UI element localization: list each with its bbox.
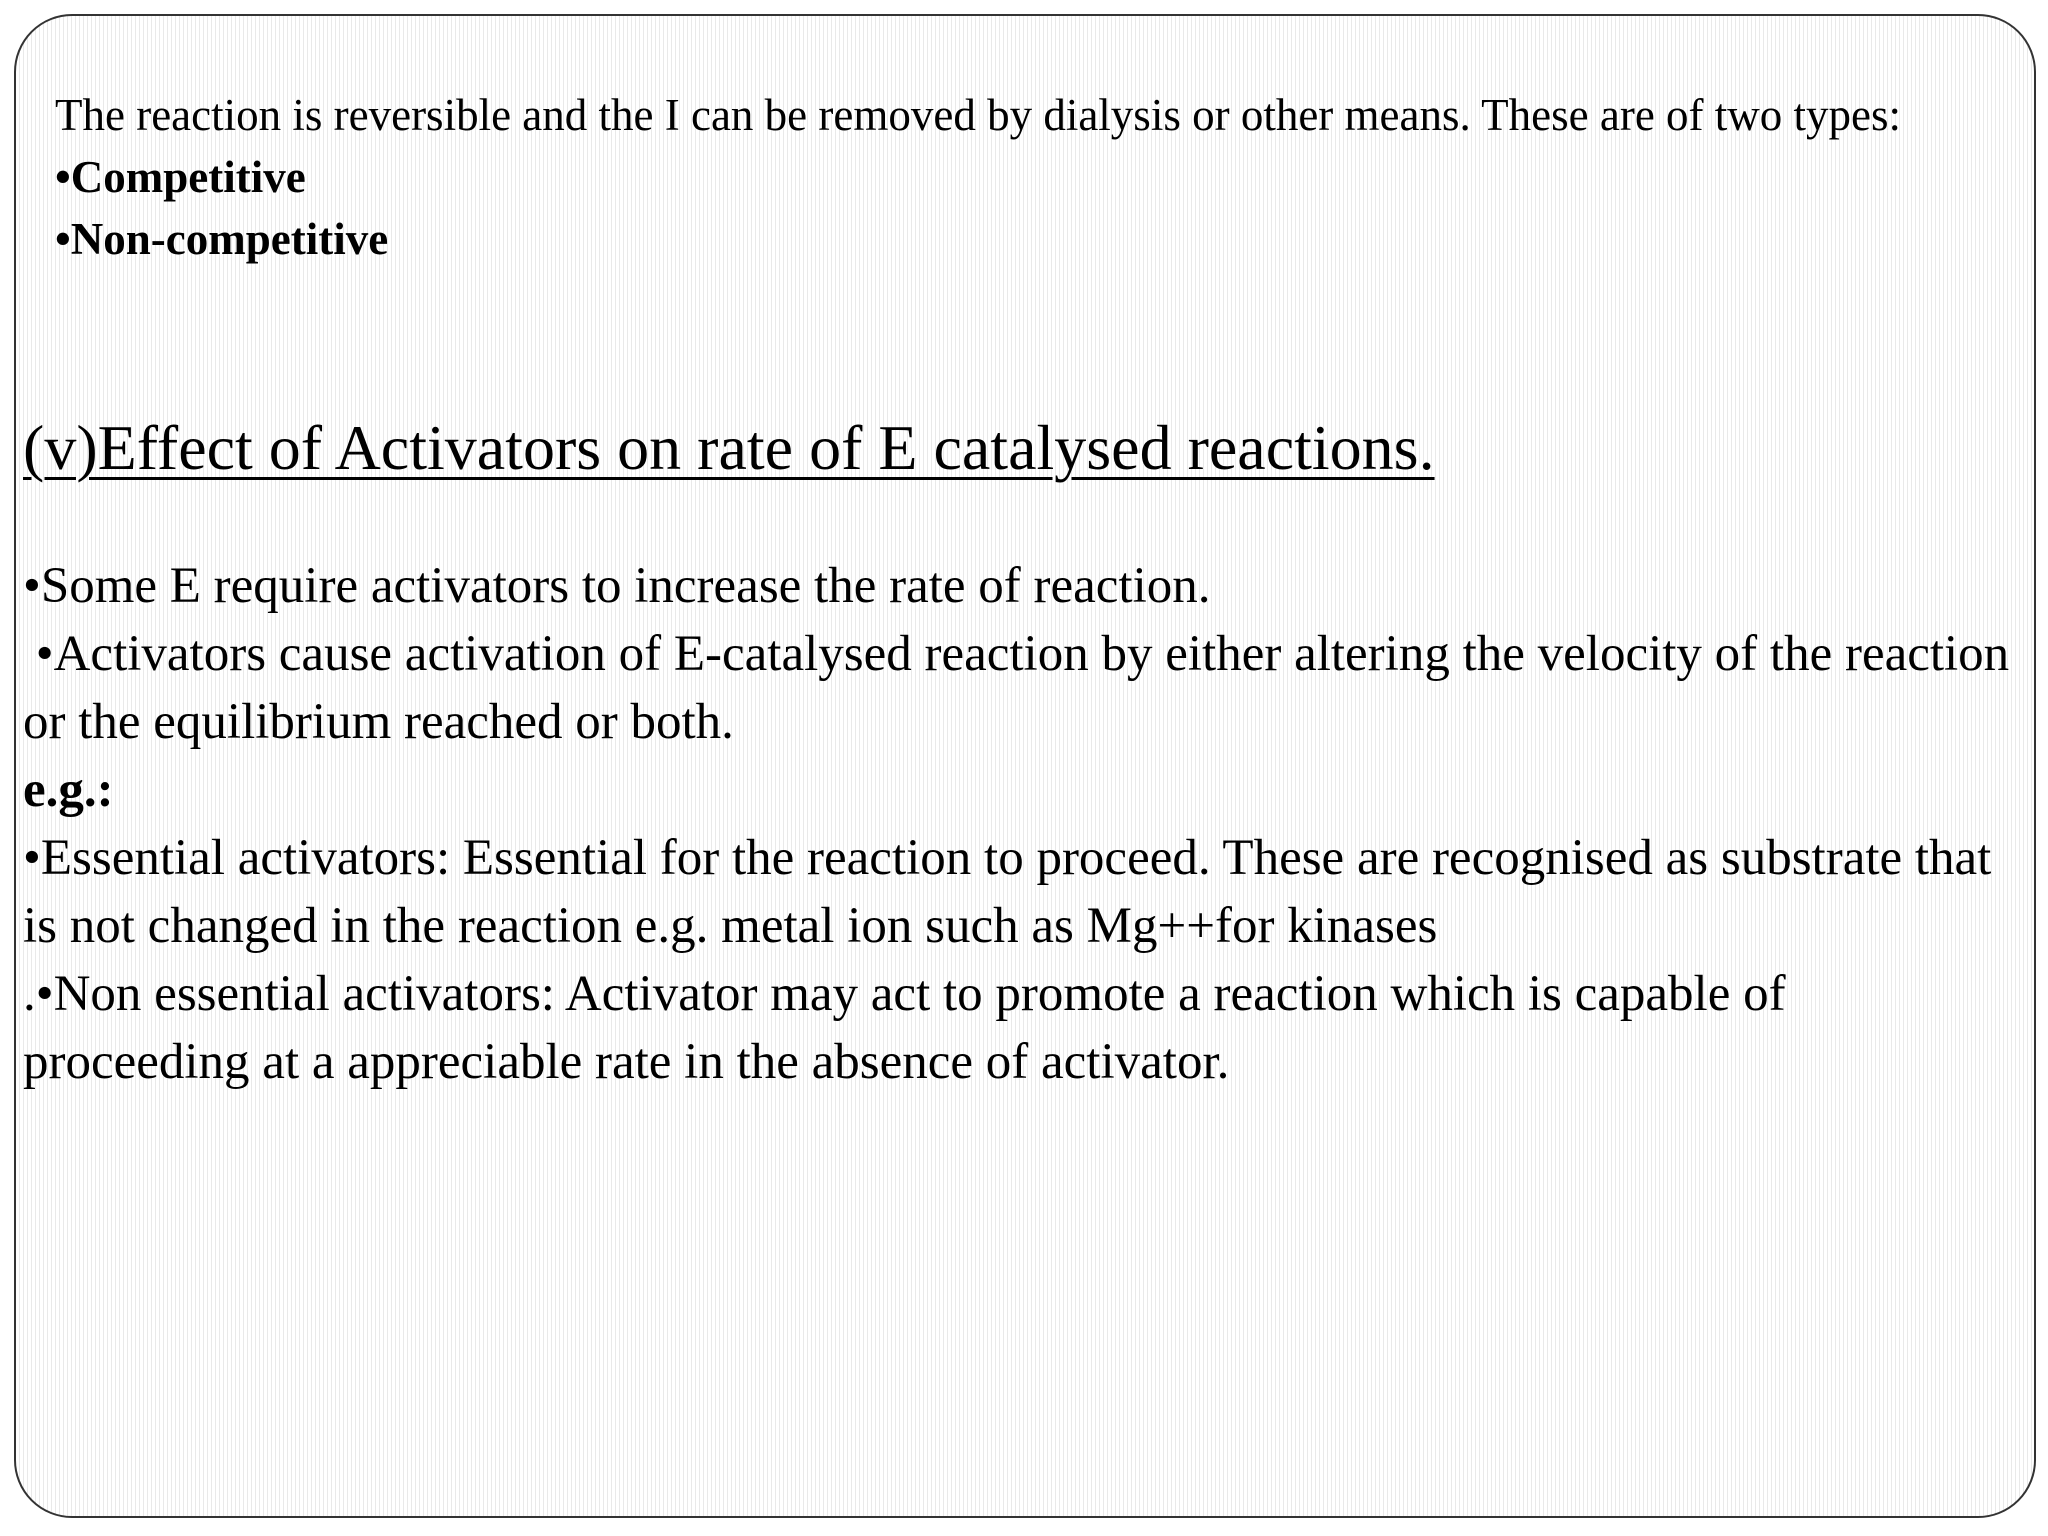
type-item-non-competitive: •Non-competitive	[55, 214, 389, 264]
paragraph-activators-required: •Some E require activators to increase the rate of reaction.	[23, 558, 1211, 614]
slide	[14, 14, 2036, 1518]
paragraph-essential-activators: •Essential activators: Essential for the reaction to proceed. These are recognised as substrate that is not changed in the reaction e.g. metal ion such as Mg++for kinases	[23, 830, 1992, 954]
paragraph-activation-effect: •Activators cause activation of E-catalysed reaction by either altering the velocity of the reaction or the equilibrium reached or both.	[23, 626, 2022, 750]
type-item-competitive: •Competitive	[55, 152, 306, 202]
body-text	[23, 552, 2022, 1096]
intro-block	[55, 84, 2015, 270]
intro-text: The reaction is reversible and the I can be removed by dialysis or other means. These are of two types:	[55, 90, 1902, 140]
paragraph-non-essential-activators: .•Non essential activators: Activator may act to promote a reaction which is capable of proceeding at a appreciable rate in the absence of activator.	[23, 966, 1786, 1090]
inhibitor-types-list	[55, 146, 2015, 270]
section-heading: (v)Effect of Activators on rate of E catalysed reactions.	[23, 412, 1435, 483]
example-label: e.g.:	[23, 762, 114, 818]
